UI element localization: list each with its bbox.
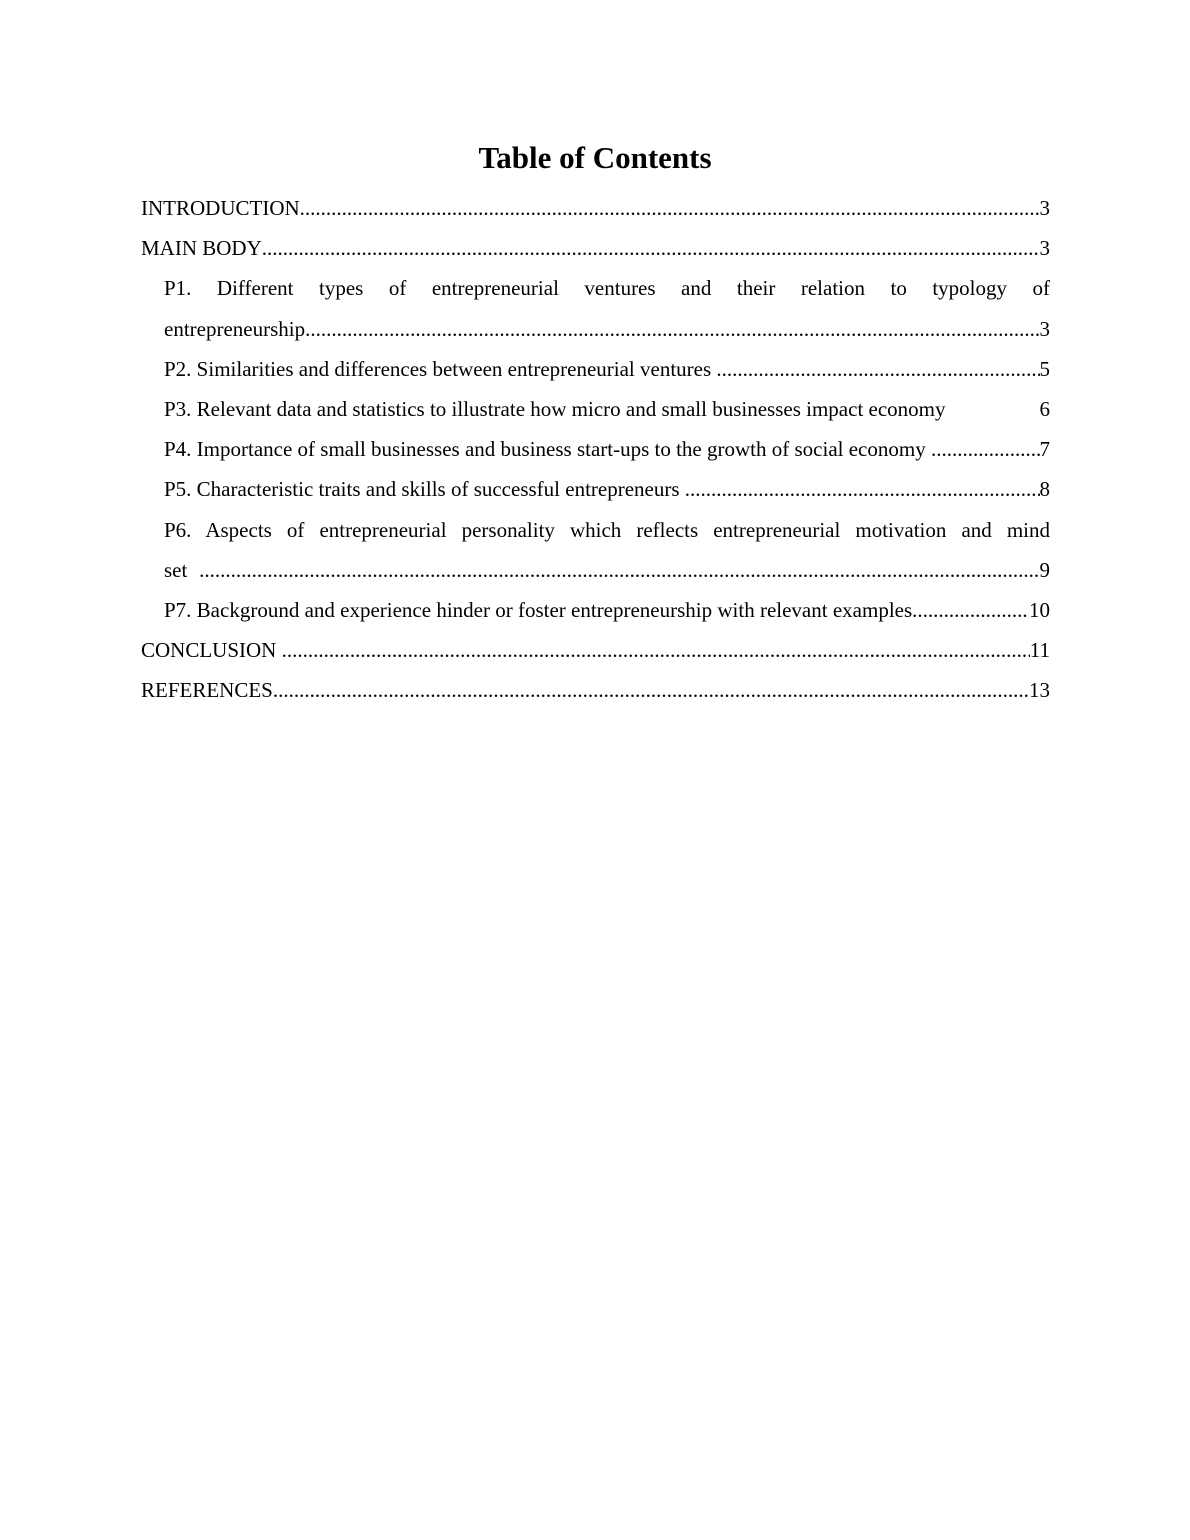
dot-leader bbox=[273, 670, 1029, 710]
dot-leader bbox=[716, 349, 1039, 389]
toc-page-number: 6 bbox=[1039, 396, 1050, 421]
toc-entry-p5[interactable] bbox=[141, 469, 1050, 509]
toc-entry-references[interactable] bbox=[141, 670, 1050, 710]
toc-page-number: 9 bbox=[1039, 557, 1050, 582]
toc-entry-introduction[interactable] bbox=[141, 188, 1050, 228]
toc-heading: Table of Contents bbox=[478, 140, 712, 175]
toc-entry-p3[interactable] bbox=[141, 389, 1050, 429]
toc-entry-p2[interactable] bbox=[141, 349, 1050, 389]
dot-leader bbox=[931, 429, 1040, 469]
toc-page-number: 10 bbox=[1029, 597, 1050, 622]
toc-entry-label: P2. Similarities and differences between entrepreneurial ventures bbox=[164, 356, 717, 381]
dot-leader bbox=[917, 590, 1029, 630]
dot-leader bbox=[282, 630, 1030, 670]
toc-page-number: 3 bbox=[1039, 236, 1050, 261]
toc-entry-label-line2: set bbox=[164, 557, 193, 582]
toc-entry-label: P4. Importance of small businesses and business start-ups to the growth of social economy bbox=[164, 437, 931, 462]
toc-entry-p1[interactable] bbox=[141, 268, 1050, 348]
dot-leader bbox=[685, 469, 1040, 509]
dot-leader bbox=[300, 188, 1040, 228]
toc-entry-label: REFERENCES bbox=[141, 678, 273, 703]
toc-entry-label-line1: P6. Aspects of entrepreneurial personality which reflects entrepreneurial motivation and mind bbox=[164, 517, 1050, 542]
toc-entry-label-line1: P1. Different types of entrepreneurial ventures and their relation to typology of bbox=[164, 276, 1050, 301]
dot-leader bbox=[262, 228, 1040, 268]
toc-entry-conclusion[interactable] bbox=[141, 630, 1050, 670]
toc-page-number: 11 bbox=[1029, 638, 1050, 663]
toc-page-number: 3 bbox=[1039, 316, 1050, 341]
toc-entry-label: P7. Background and experience hinder or foster entrepreneurship with relevant examples. bbox=[164, 597, 918, 622]
toc-entry-main-body[interactable] bbox=[141, 228, 1050, 268]
toc-page-number: 7 bbox=[1039, 437, 1050, 462]
toc-entry-label: MAIN BODY bbox=[141, 236, 262, 261]
dot-leader bbox=[199, 550, 1039, 590]
toc-page-number: 3 bbox=[1039, 196, 1050, 220]
toc-entry-p7[interactable] bbox=[141, 590, 1050, 630]
table-of-contents bbox=[141, 188, 1050, 710]
toc-page-number: 8 bbox=[1039, 477, 1050, 502]
toc-entry-label-line2: entrepreneurship bbox=[164, 316, 306, 341]
toc-page-number: 5 bbox=[1039, 356, 1050, 381]
toc-entry-label: P3. Relevant data and statistics to illustrate how micro and small businesses impact economy bbox=[164, 396, 946, 421]
dot-leader bbox=[305, 309, 1039, 349]
toc-entry-label: P5. Characteristic traits and skills of successful entrepreneurs bbox=[164, 477, 685, 502]
toc-entry-p4[interactable] bbox=[141, 429, 1050, 469]
toc-entry-p6[interactable] bbox=[141, 510, 1050, 590]
toc-entry-label: INTRODUCTION bbox=[141, 196, 300, 220]
toc-entry-label: CONCLUSION bbox=[141, 638, 282, 663]
toc-page-number: 13 bbox=[1029, 678, 1050, 703]
